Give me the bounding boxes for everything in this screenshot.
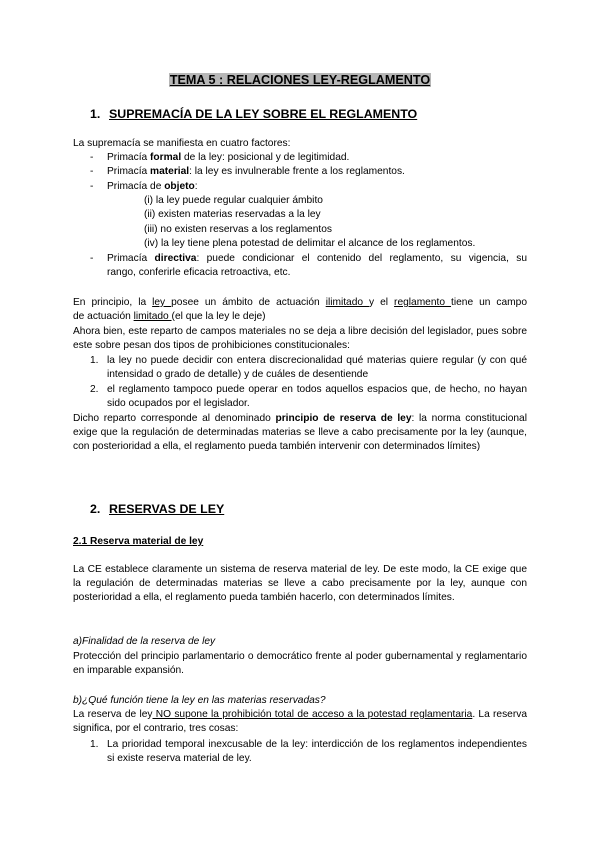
bullet-dash: - (90, 253, 94, 264)
section-2-title: RESERVAS DE LEY (109, 502, 225, 516)
section-2-number: 2. (90, 502, 101, 516)
paragraph-finalidad: Protección del principio parlamentario o democrático frente al poder gubernamental y reglamentario en imparable expansión. (73, 651, 527, 677)
paragraph-reparto: Ahora bien, este reparto de campos materiales no se deja a libre decisión del legislador, pues sobre este sobre pesan dos tipos de prohibiciones constitucionales: (73, 326, 527, 352)
section-1-intro: La supremacía se manifiesta en cuatro factores: (73, 138, 291, 149)
paragraph-reserva: Dicho reparto corresponde al denominado principio de reserva de ley: la norma constitucional exige que la regulación de determinadas materias se lleve a cabo precisamente por la ley (aunque, con posterioridad a ella, el reglamento pueda también intervenir con determinados límites) (73, 413, 527, 453)
section-2-heading (90, 501, 224, 517)
factor-objeto: - Primacía de objeto: (0, 180, 600, 194)
factor-formal: - Primacía formal de la ley: posicional y de legitimidad. (0, 151, 600, 165)
objeto-item: (i) la ley puede regular cualquier ámbito (144, 195, 323, 206)
document-title (0, 72, 600, 88)
paragraph-principio: En principio, la ley posee un ámbito de actuación ilimitado y el reglamento tiene un campo de actuación limitado (el que la ley le deje) (73, 297, 527, 323)
title-text: TEMA 5 : RELACIONES LEY-REGLAMENTO (169, 73, 431, 87)
prohibition-item: 2. el reglamento tampoco puede operar en todos aquellos espacios que, de hecho, no hayan sido ocupados por el legislador. (90, 384, 527, 410)
bullet-dash: - (90, 166, 94, 177)
objeto-item: (iii) no existen reservas a los reglamentos (144, 224, 332, 235)
section-1-title: SUPREMACÍA DE LA LEY SOBRE EL REGLAMENTO (109, 107, 418, 121)
subheading-funcion: b)¿Qué función tiene la ley en las materias reservadas? (73, 695, 326, 706)
paragraph-funcion: La reserva de ley NO supone la prohibición total de acceso a la potestad reglamentaria. La reserva significa, por el contrario, tres cosas: (73, 709, 528, 735)
objeto-item: (iv) la ley tiene plena potestad de delimitar el alcance de los reglamentos. (144, 238, 476, 249)
subheading-finalidad: a)Finalidad de la reserva de ley (73, 636, 216, 647)
bullet-dash: - (90, 152, 94, 163)
bullet-dash: - (90, 181, 94, 192)
section-1-number: 1. (90, 107, 101, 121)
function-item: 1. La prioridad temporal inexcusable de la ley: interdicción de los reglamentos independientes si existe reserva material de ley. (90, 739, 527, 765)
subsection-2-1-heading: 2.1 Reserva material de ley (73, 536, 204, 547)
prohibition-item: 1. la ley no puede decidir con entera discrecionalidad qué materias quiere regular (y con qué intensidad o grado de detalle) y de cuáles de desentiende (90, 355, 527, 381)
section-1-heading (90, 106, 417, 122)
objeto-item: (ii) existen materias reservadas a la ley (144, 209, 321, 220)
paragraph-reserva-material: La CE establece claramente un sistema de reserva material de ley. De este modo, la CE exige que la regulación de determinadas materias se lleve a cabo precisamente por la ley, aunque con posterioridad a ella, el reglamento pueda también hacerlo, con determinados límites. (73, 564, 527, 604)
factor-directiva: - Primacía directiva: puede condicionar el contenido del reglamento, su vigencia, su rango, conferirle eficacia retroactiva, etc. (90, 253, 528, 278)
factor-material: - Primacía material: la ley es invulnerable frente a los reglamentos. (0, 165, 600, 179)
